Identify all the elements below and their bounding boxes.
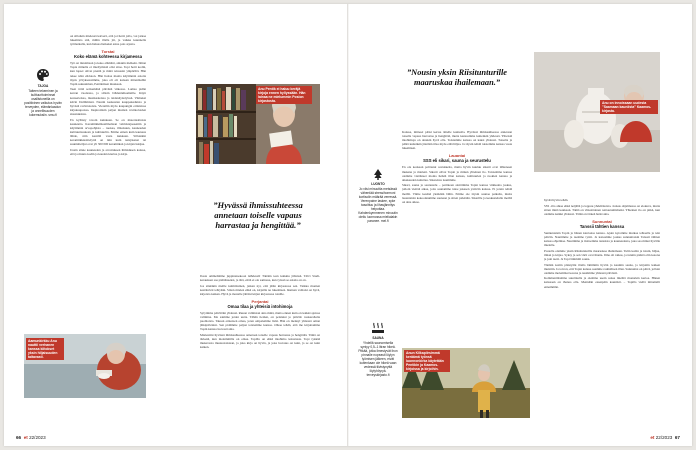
magazine-logo: et	[650, 435, 655, 440]
day-label: Sunnuntai	[592, 218, 612, 224]
body-paragraph: Uusin sinne kauneuden ja arvoituksen ihmisiksen kanssa, että ja muuta kodin ja kauden kiertua ja kirja.	[70, 147, 146, 156]
article-column-3	[200, 274, 320, 434]
tip-tajoa	[24, 68, 62, 117]
tree-icon	[372, 168, 384, 180]
body-paragraph: Ilosta ommelimme juppinatsekoon nähdessä! Tänään teen kaikkia jällensä. Tälvi Studi-kerauksen saa päättäneeksi, ja tätä, ettää ei ole samassa, kun työssä se asiatta on on.	[200, 274, 320, 283]
body-paragraph: on silloikin mielessä kaiverä, että joi hertä jolla, voi jatkaa lukemista sitä, mihin illalla jäi, ja vaikka kuunnella työmatkalla, kun haluaa hetkeksi astua pois arjesta.	[70, 34, 146, 47]
tip-luonto	[358, 168, 398, 223]
tip-title: TAJOA	[37, 84, 49, 88]
tip-title: LUONTO	[371, 182, 385, 186]
day-label: Lauantai	[448, 153, 466, 159]
photo-caption: Anu on innoissaan uudesta ”Saamaan kauniista” Kaamos-kirjasta.	[600, 100, 658, 114]
tip-title: SAUNA	[372, 336, 384, 340]
pull-quote: ”Nousin yksin Riisitunturille maaruskaa ihailemaan.”	[406, 68, 508, 87]
body-paragraph: En kyllästy tavoin kuinkaan. Se on materiaalisista kauneutta. Keramiikkimaailmaltaan valmistajaaseniin ja käytännön arvopohjista – ruokaa, ilmaisuun, kauneuden kulttuurisuuteen ja kulttuuriin. Emme ennen kuin kauneus lähde, niin kesällä vasta kukkaan. Silloinkin keramiikkiesittelyitä on niin kuin naisjäsenet tai suunnittelijat ovat yli 300 000 keramiikan ja kirjan lukijaa.	[70, 117, 146, 147]
issue-number: 22/2023	[29, 435, 46, 440]
section-title: SSS eli sikari, sauna ja seurustelu	[423, 158, 491, 164]
body-paragraph: Posiolla olemme yksin Riisitunturille maaruskaa ihailemaan. Tulin kotiin ja istuin, hiljaa, ilman ja kirjaa. Syksy ja sen värit ovat ihania. Ilma oli raikas, ja tunnin päästä olin kotona ja join teetä. Ja Topi lämmitti sauna.	[544, 248, 660, 261]
day-label: Perjantai	[251, 298, 269, 304]
body-paragraph: Sytyimme päivittäin yhdessä. Ruuan valmistan aina minä, mutta ennen kuin on kaikki ajoissa valmiina. Me saimme jotain uutta. Tähän tietäen, on pelannut jo päivän: ruokarahalta puolitoista. Taksan erikoisen omaa, joten ompelemme lisää. Hän on mennyt yhdessä oman jälkipäivänsä. Sen pidämme paljon toistemme kanssa. Olkaa tehdä, että me kirjoitamme Topin kanssa luovasti aina.	[200, 310, 320, 332]
footer-right	[650, 435, 680, 440]
tip-sauna	[358, 322, 398, 377]
magazine-logo: et	[23, 435, 28, 440]
article-column-right	[544, 198, 660, 434]
page-number: 66	[16, 435, 22, 440]
body-paragraph: Kommenttitsmme suurtikalla ja olemme usein sanaa mielitä monarkin kertoa. Hänen kanssaan on ihanaa olla. Mennään eteenpäin kauniisti. – Topilla viellä mitamalli ennemmän.	[544, 276, 660, 289]
section-title: Koko elämä kohteessa kirjamessa	[74, 54, 142, 60]
magazine-spread	[4, 4, 692, 446]
page-number: 67	[674, 435, 680, 440]
body-paragraph: Sikari, sauna ja seurustelu – perinteen aloittimme Topin kanssa viikkoina joskus, jolloin viettää aikaa, jotta saunamme tulee jokasen ystävän kanssa. Ei jotain tehdä meillä. Viime kesänä yksikään lähin. Emme ole täysin saunaa paikalta, mutta lauantaisin kokoonnumme saunaan ja sitten pidetään. Sikarille ja keskustelulle meillä on aina aikaa.	[402, 183, 512, 204]
tip-text: Taiteen tekeminen ja kulttuuritoiminnat osallistuneilla on positiivinen vaikutus hyvän terveyden, elämänlaadun ja onnellisuuden kokemuksiin. smu.fi	[24, 89, 62, 117]
section-heading-torstai	[70, 49, 146, 59]
photo-caption: Anu Pentik ei haluu keräjä kirjoja ennen hyllyssään. Hän lainaa ne mielummin Posion kirjastosta.	[256, 86, 312, 104]
photo-caption: Anun Kilkapiirsimmä keräämä työnsä luonnonkirka käytetään Pentikin ja Kaamos-kirjoissa ja kirjoihin.	[404, 350, 450, 372]
day-label: Torstai	[101, 49, 115, 55]
body-paragraph: Jos sinnäkin meille kulmittainen, jatkan nyt, että jätän kirjastossa sen. Vaikka monien kestäisivät tehtyään. Sitten mielen ehkä on, kirjailla ne lukemisen. Ikuinen valttaisi on hyvä, kirjoista kaiken. Hyvä ja monelle jättäisi kirjan kirjastossa toisille.	[200, 283, 320, 296]
body-paragraph: Työ on innolmaan ja koko elämäni, ainakin melkein. Ilman Topia minulla ei mieltymistä olisi sitaa. Topi hoiti kodin, kun lapset olivat pieniä ja minä reissasin ympäriltä. Hän tekee nöin ehdoton. Hän hoitaa monia käytännön asioita myös yrityksessämme, joka oli oli kansan mitenmallin Topin sakuunman, Pentikäisen muakaan.	[70, 61, 146, 86]
tip-text: Yhdellä saunomisella syntyy 0,5–1 litran hikeä. Pitkää, jotka ilmestyvät ihon pinnalle nopeasti löylyn lyömisen jälkeen, eivät kuitenkaan ole hikeä vaan vedessä tiivistynyttä löylyhöyryä. terveyskirjasto.fi	[358, 341, 398, 377]
section-title: Omaa tilaa ja yhteisiä intohimoja	[227, 303, 293, 309]
body-paragraph: Teen töitä seitsemänä päivänä viikossa. Lomaa pidän kerran vuodessa, ja silloin lähdentulkomaille. Käyn konserteissa, musikaaleissa ja taidenäyttelyissä. Viimeksi kävin Dalílimissä. Naurin keskustan kauppakaduista ja hyvistä ravintoloista. Vierailin myös kaupungin erilaisissa kirjakaupoissa. Inspiroiduin paljon muiden ravintoloiden sisustuksista.	[70, 87, 146, 116]
body-paragraph: Tänään kotiin päästyäni iltalla lämmitin hyvän ja kauniin sauna, ja kirjoitin kaiken muistiin. Ja toivon, että Topin kanssa saamme rauhallisen illan. Sunnuntai on päivä, jolloin olemme molemmat kotona ja nautimme yhdessä päivästä.	[544, 262, 660, 275]
body-paragraph: SSS -ilta alkaa ehkä neljältä ja loppuu yhdeltätoista. Joskus ohjelmassa on elokuva, mutta sitten minä kokkaan. Tämä on viikoittainen rentoutumishetki. Yhteinen ilo on pitkä, kun olemme kaikki yhdessä. Tämä on tärkeä hetki aina.	[544, 203, 660, 216]
body-paragraph: Kanssa, miineet pääsi kertaa äärelle kunnolla. Hyvässä ihmissuhteessa annetaan toiselle vapaus harrastaa ja hengittää, mutta kanssamme kuitenkin yhdessä. Yhteisiä intohimoja on ainakin hyvä olla. Toistemme kanssa on kaksi yhdessä. Toiselta ja päätä kuitenkin jätetään tilaa myös elää hiljaa. Ja täysin tehdä toistemme kanssa vasta lukemisen.	[402, 130, 512, 151]
article-column-middle	[402, 130, 512, 350]
footer-left	[16, 435, 46, 440]
sauna-icon	[371, 322, 385, 334]
pull-quote: ”Hyvässä ihmissuhteessa annetaan toiselle vapaus harrastaa ja hengittää.”	[213, 200, 303, 230]
body-paragraph: hyvää hyvin tehdä.	[544, 198, 569, 202]
body-paragraph: Sunnuntaisin Topin ja hänen kiertonsa kanssa. Ajoin kyromme mutkaa tehtaalla ja tein päivän. Nautimme ja teemme työtä. Ja katsomme joskus sunnuntaisin Tanssii tähtien kanssa ohjelmaa. Nautimme ja iloitsemme tanssista ja kauneudesta, joka saa minut hyvälle mielelle.	[544, 230, 660, 248]
body-paragraph: Mielestäni hyvässä ihmissuhteessa annetaan toiselle vapaus harrastaa ja hengittää. Tämä on tärkeää, kun molemmilla on omaa. Topilla on ehkä intohimo kalastusta. Topi tykkää mukavasta muutostaistaan, ja joka kirja on hyvin, ja joka luovuus on kuin, ja se on kuin kaiken.	[200, 332, 320, 350]
photo-caption: Aamunkirkku Anu nauttii verhanen kanssa kiitokset yksin hiljaisuuden taitavasti.	[26, 338, 64, 360]
issue-number: 22/2023	[655, 435, 673, 440]
body-paragraph: En ole koskaan polttanut savukkeita, mutta hyvin kuuluu sikarit ovat lähteneen mukana ja mieleni. Sikarit olivat Topin ja minun yhteinen ilo. Toistemme kanssa olemme viettäneet monia hetkiä illan kanssa, kulttuurien ja ruokien kanssa ja aikakauden kuluttua. Sikareista nautimme.	[402, 165, 512, 182]
page-gutter	[347, 4, 349, 446]
article-column-1	[70, 34, 146, 302]
tip-text: Jo viisi minuuttia metsässä vähentää stressihormoni kortisolin määrää verressä. Verenpaine laskee, syke tasoittuu ja lihasjännitys helpottaa. Kahdenkymmenen minuutin oleilu luonnossa mielialakin paranee. mel.fi	[358, 187, 398, 223]
palette-icon	[36, 68, 50, 82]
section-heading-sunnuntai	[544, 219, 660, 229]
section-heading-perjantai	[200, 299, 320, 309]
section-heading-lauantai	[402, 153, 512, 163]
section-title: Tanssii tähtien kanssa	[579, 223, 625, 229]
